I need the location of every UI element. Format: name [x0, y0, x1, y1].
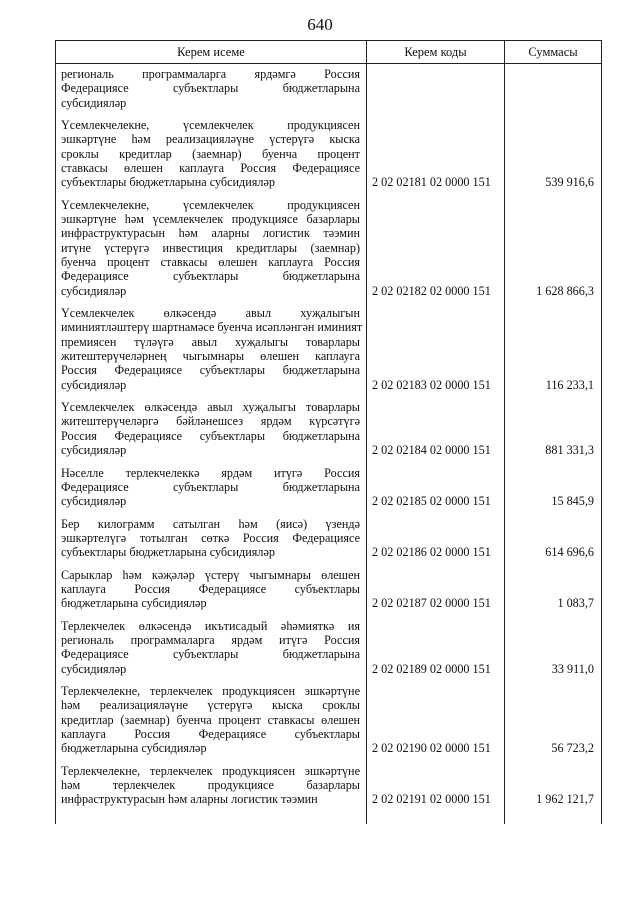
row-name-line: Россия Федерациясе субъектлары бюджетларына [61, 428, 360, 443]
row-name-line: Үсемлекчелек өлкәсендә авыл хуҗалыгын [61, 306, 360, 321]
row-name-line: инфраструктурасын һәм аларны логистик тәэмин [61, 792, 318, 807]
row-name-line: субъектлары бюджетларына субсидияләр [61, 175, 275, 190]
row-name [61, 198, 360, 298]
row-name-line: субсидияләр [61, 442, 127, 457]
row-name-line: итүне үстерүгә инвестиция кредитлары (заемнар) [61, 240, 360, 255]
row-name-line: сроклы кредитлар (заемнар) буенча процент [61, 146, 360, 161]
row-name [61, 67, 360, 110]
row-name-line: каплауга Россия Федерациясе субъектлары [61, 581, 360, 596]
table-divider-1 [366, 64, 367, 824]
row-sum: 1 628 866,3 [536, 283, 594, 298]
row-name-line: Федерациясе субъектлары бюджетларына [61, 479, 360, 494]
row-name-line: бюджетларына субсидияләр [61, 741, 207, 756]
row-name-line: һәм реализацияләүне үстерүгә кыска сроклы [61, 698, 360, 713]
row-name-line: Федерациясе субъектлары бюджетларына [61, 269, 360, 284]
row-name-line: эшкәртелүгә тотылган сөткә Россия Федерациясе [61, 530, 360, 545]
row-name-line: Россия Федерациясе субъектлары бюджетларына [61, 363, 360, 378]
row-sum: 15 845,9 [551, 494, 594, 509]
row-name-line: һәм терлекчелек продукциясе базарлары [61, 778, 360, 793]
row-name-line: эшкәртүне һәм үсемлекчелек продукциясе базарлары [61, 212, 360, 227]
row-name-line: субсидияләр [61, 494, 127, 509]
row-sum: 881 331,3 [545, 442, 594, 457]
row-name-line: субсидияләр [61, 95, 127, 110]
row-name-line: Үсемлекчелекне, үсемлекчелек продукциясен [61, 118, 360, 133]
row-name-line: Нәселле терлекчелеккә ярдәм итүгә Россия [61, 465, 360, 480]
row-sum: 56 723,2 [551, 741, 594, 756]
row-name-line: Сарыклар һәм кәҗәләр үстерү чыгымнары өлешен [61, 567, 360, 582]
row-name-line: региональ программаларга ярдәм итүгә Россия [61, 633, 360, 648]
row-name-line: региональ программаларга ярдәмгә Россия [61, 67, 360, 81]
row-sum: 1 962 121,7 [536, 792, 594, 807]
row-name-line: Терлекчелекне, терлекчелек продукциясен эшкәртүне [61, 763, 360, 778]
table-border-left [55, 64, 56, 824]
row-sum: 539 916,6 [545, 175, 594, 190]
row-name-line: Терлекчелек өлкәсендә икътисадый әһәмияткә ия [61, 618, 360, 633]
row-name-line: инфраструктурасын һәм аларны логистик тәэмин [61, 226, 360, 241]
row-name-line: субсидияләр [61, 283, 127, 298]
row-name [61, 466, 360, 509]
row-sum: 614 696,6 [545, 545, 594, 560]
row-name [61, 684, 360, 755]
row-code: 2 02 02185 02 0000 151 [372, 494, 491, 509]
row-name-line: Бер килограмм сатылган һәм (яисә) үзендә [61, 516, 360, 531]
row-code: 2 02 02181 02 0000 151 [372, 175, 491, 190]
row-name-line: бюджетларына субсидияләр [61, 596, 207, 611]
row-code: 2 02 02191 02 0000 151 [372, 792, 491, 807]
table-header [55, 40, 602, 64]
row-name-line: кредитлар (заемнар) буенча процент ставкасы өлешен [61, 712, 360, 727]
row-name-line: иминиятләштерү шартнамәсе буенча исәпләнгән иминият [61, 320, 363, 335]
row-name-line: Федерациясе субъектлары бюджетларына [61, 647, 360, 662]
row-name-line: премиясен түләүгә авыл хуҗалыгы товарлары [61, 334, 360, 349]
row-code: 2 02 02190 02 0000 151 [372, 741, 491, 756]
header-code: Керем коды [367, 41, 505, 63]
row-name [61, 306, 363, 392]
row-sum: 1 083,7 [557, 596, 594, 611]
table-border-right [601, 64, 602, 824]
row-name [61, 400, 360, 457]
row-name-line: субъектлары бюджетларына субсидияләр [61, 545, 275, 560]
row-sum: 33 911,0 [551, 661, 594, 676]
row-name-line: субсидияләр [61, 377, 127, 392]
header-name: Керем исеме [56, 41, 367, 63]
row-sum: 116 233,1 [545, 377, 594, 392]
row-name [61, 118, 360, 189]
row-code: 2 02 02184 02 0000 151 [372, 442, 491, 457]
row-name [61, 764, 360, 807]
row-name-line: житештерүчеләрнең чыгымнары өлешен каплауга [61, 348, 360, 363]
row-name-line: субсидияләр [61, 661, 127, 676]
row-name-line: буенча процент ставкасы өлешен каплауга Россия [61, 254, 360, 269]
row-name-line: Үсемлекчелекне, үсемлекчелек продукциясен [61, 197, 360, 212]
row-code: 2 02 02183 02 0000 151 [372, 377, 491, 392]
row-name-line: ставкасы өлешен каплауга Россия Федерациясе [61, 160, 360, 175]
row-name-line: Үсемлекчелек өлкәсендә авыл хуҗалыгы товарлары [61, 400, 360, 415]
row-name-line: Федерациясе субъектлары бюджетларына [61, 81, 360, 96]
row-name-line: житештерүчеләргә бәйләнешсез ярдәм күрсәтүгә [61, 414, 360, 429]
row-name [61, 619, 360, 676]
row-name-line: эшкәртүне һәм реализацияләүне үстерүгә кыска [61, 132, 360, 147]
row-name-line: каплауга Россия Федерациясе субъектлары [61, 727, 360, 742]
row-code: 2 02 02187 02 0000 151 [372, 596, 491, 611]
header-sum: Суммасы [528, 44, 578, 59]
row-code: 2 02 02186 02 0000 151 [372, 545, 491, 560]
row-name [61, 568, 360, 611]
row-code: 2 02 02189 02 0000 151 [372, 661, 491, 676]
row-code: 2 02 02182 02 0000 151 [372, 283, 491, 298]
page-number: 640 [307, 15, 333, 34]
row-name-line: Терлекчелекне, терлекчелек продукциясен эшкәртүне [61, 684, 360, 699]
row-name [61, 517, 360, 560]
